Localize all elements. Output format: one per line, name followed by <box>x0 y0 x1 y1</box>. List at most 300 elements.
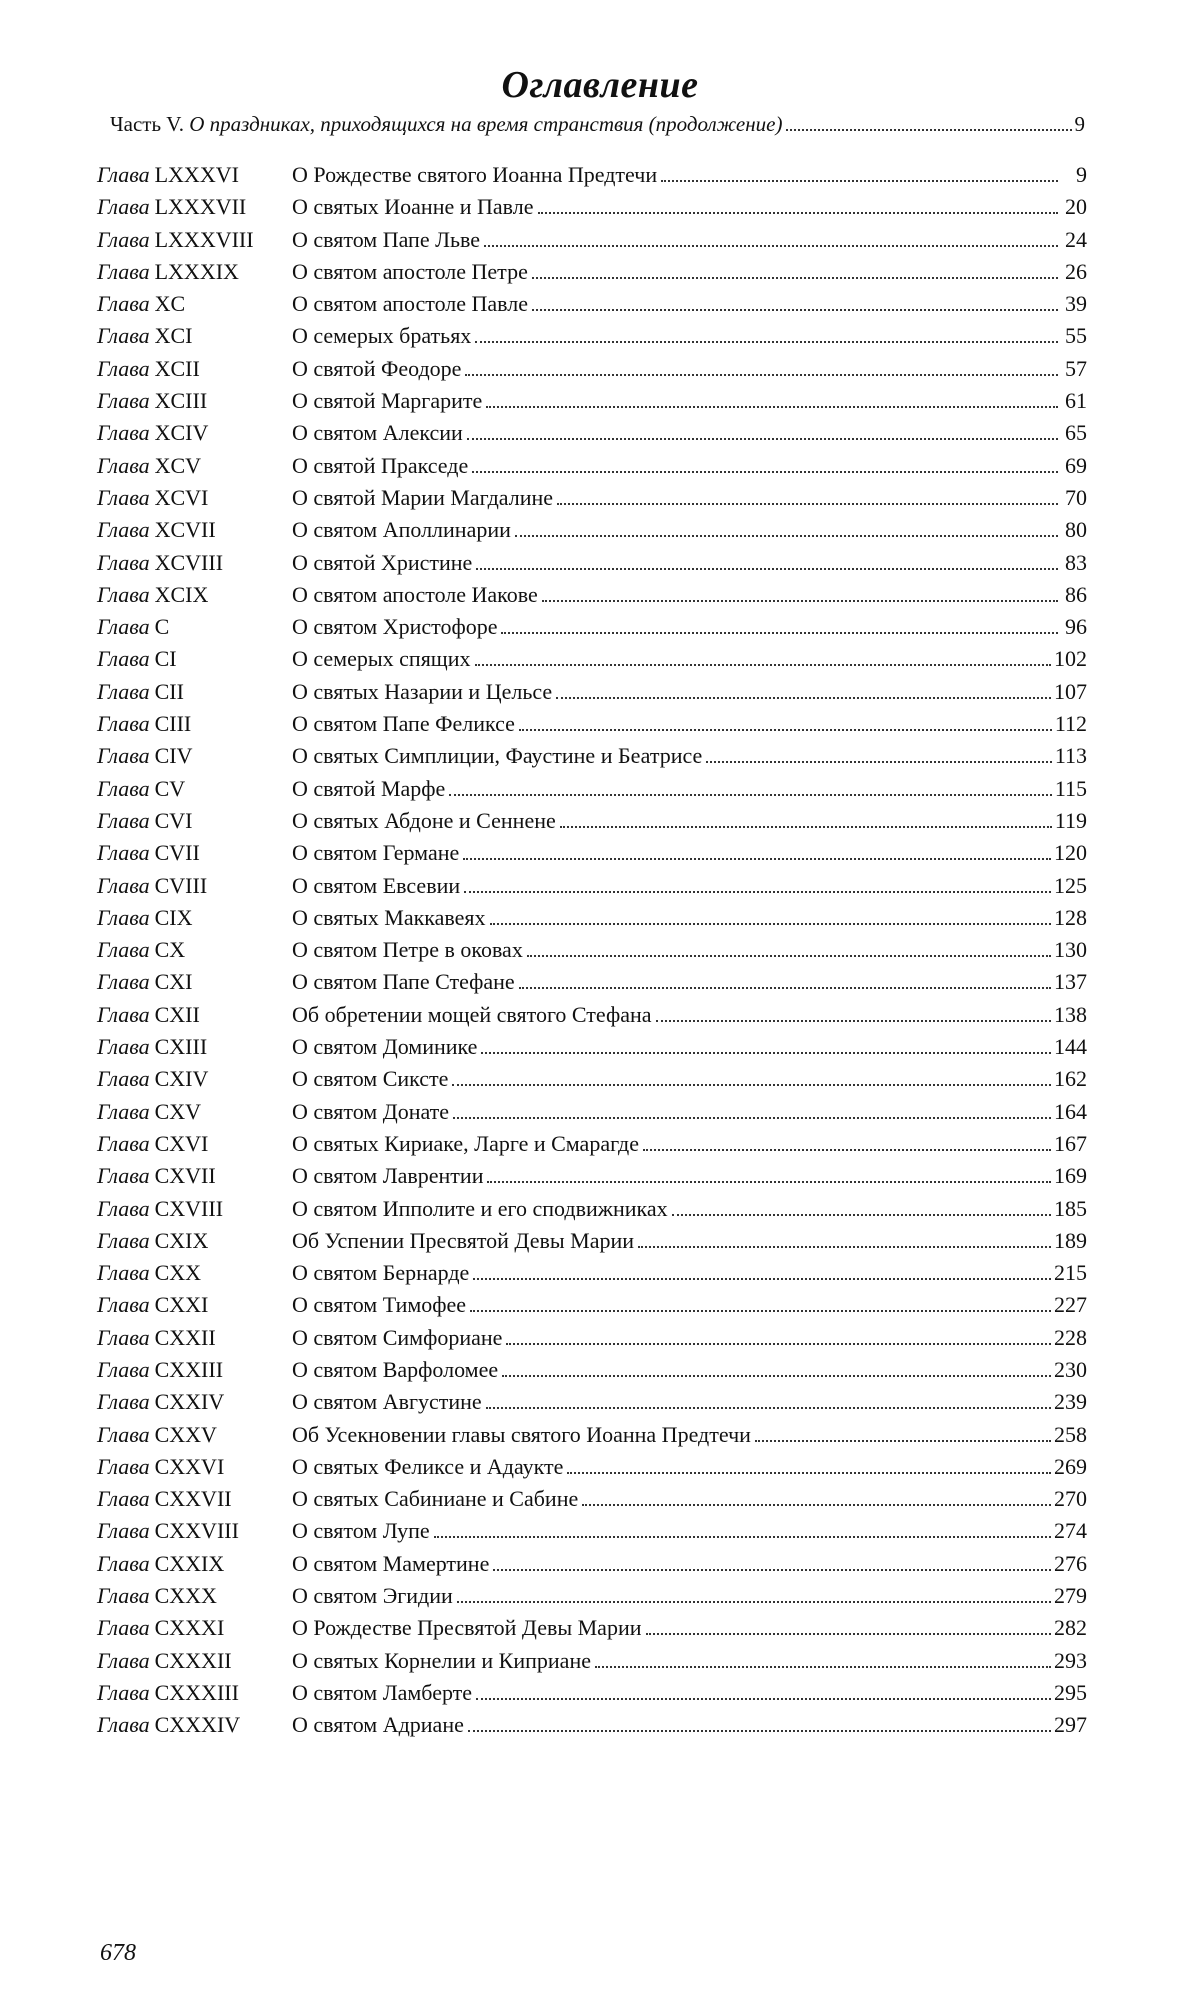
dot-leader <box>473 1278 1051 1280</box>
page-number: 269 <box>1054 1453 1087 1479</box>
chapter-label <box>97 808 292 834</box>
toc-entry[interactable] <box>97 905 1087 937</box>
chapter-title: О святой Маргарите <box>292 388 483 414</box>
chapter-label <box>97 905 292 931</box>
toc-entry[interactable] <box>97 323 1087 355</box>
toc-entry[interactable] <box>97 743 1087 775</box>
chapter-label <box>97 1454 292 1480</box>
page-number: 80 <box>1065 517 1087 543</box>
chapter-word: Глава <box>97 452 150 478</box>
toc-entry[interactable] <box>97 453 1087 485</box>
chapter-label <box>97 582 292 608</box>
chapter-numeral: CXII <box>154 1001 200 1027</box>
chapter-word: Глава <box>97 1679 150 1705</box>
dot-leader <box>490 923 1051 925</box>
chapter-word: Глава <box>97 484 150 510</box>
page-number: 293 <box>1054 1647 1087 1673</box>
toc-entry[interactable] <box>97 1422 1087 1454</box>
page-number: 70 <box>1065 484 1087 510</box>
chapter-title: О семерых спящих <box>292 646 471 672</box>
page-number: 276 <box>1054 1550 1087 1576</box>
chapter-numeral: XCIX <box>154 581 209 607</box>
toc-entry[interactable] <box>97 1034 1087 1066</box>
chapter-numeral: CX <box>154 937 186 963</box>
chapter-label <box>97 1196 292 1222</box>
part-heading[interactable] <box>110 112 1085 137</box>
page-number: 120 <box>1054 840 1087 866</box>
chapter-label <box>97 291 292 317</box>
chapter-title: О святом Ипполите и его сподвижниках <box>292 1195 668 1221</box>
chapter-title: О святых Кириаке, Ларге и Смарагде <box>292 1130 639 1156</box>
chapter-word: Глава <box>97 678 150 704</box>
page-number: 215 <box>1054 1260 1087 1286</box>
dot-leader <box>484 245 1058 247</box>
dot-leader <box>527 955 1051 957</box>
chapter-numeral: CXXIII <box>154 1356 224 1382</box>
dot-leader <box>434 1536 1051 1538</box>
page-number: 61 <box>1065 388 1087 414</box>
part-title: О праздниках, приходящихся на время странствия (продолжение) <box>189 112 783 136</box>
chapter-numeral: XCI <box>154 323 193 349</box>
toc-entry[interactable] <box>97 1680 1087 1712</box>
page-number: 167 <box>1054 1130 1087 1156</box>
page-number: 297 <box>1054 1712 1087 1738</box>
chapter-label <box>97 1389 292 1415</box>
chapter-label <box>97 1325 292 1351</box>
chapter-label <box>97 776 292 802</box>
chapter-title: О святом Германе <box>292 840 460 866</box>
chapter-word: Глава <box>97 969 150 995</box>
toc-entry[interactable] <box>97 711 1087 743</box>
chapter-numeral: CXXII <box>154 1324 216 1350</box>
chapter-label <box>97 420 292 446</box>
chapter-title: О святом Августине <box>292 1389 482 1415</box>
chapter-label <box>97 873 292 899</box>
toc-entry[interactable] <box>97 162 1087 194</box>
chapter-title: О святом апостоле Павле <box>292 291 529 317</box>
chapter-label <box>97 711 292 737</box>
chapter-title: О святых Симплиции, Фаустине и Беатрисе <box>292 743 703 769</box>
chapter-label <box>97 259 292 285</box>
chapter-numeral: LXXXVI <box>154 162 239 187</box>
chapter-word: Глава <box>97 1647 150 1673</box>
dot-leader <box>519 729 1052 731</box>
chapter-label <box>97 840 292 866</box>
toc-entry[interactable] <box>97 1196 1087 1228</box>
page-number: 295 <box>1054 1679 1087 1705</box>
dot-leader <box>475 664 1051 666</box>
chapter-title: О святых Абдоне и Сеннене <box>292 807 556 833</box>
chapter-label <box>97 646 292 672</box>
chapter-numeral: CVII <box>154 840 200 866</box>
page-number: 227 <box>1054 1292 1087 1318</box>
dot-leader <box>464 891 1051 893</box>
dot-leader <box>560 826 1052 828</box>
dot-leader <box>486 1407 1051 1409</box>
dot-leader <box>557 503 1058 505</box>
chapter-title: О святых Сабиниане и Сабине <box>292 1486 579 1512</box>
chapter-numeral: CXXX <box>154 1583 217 1609</box>
toc-entry[interactable] <box>97 550 1087 582</box>
chapter-title: О святом Папе Стефане <box>292 969 515 995</box>
chapter-numeral: CXXXII <box>154 1647 232 1673</box>
dot-leader <box>582 1504 1051 1506</box>
chapter-label <box>97 1357 292 1383</box>
chapter-numeral: CXXVII <box>154 1486 232 1512</box>
toc-entry[interactable] <box>97 1228 1087 1260</box>
chapter-numeral: CIII <box>154 711 192 737</box>
chapter-numeral: CXXXI <box>154 1615 225 1641</box>
chapter-numeral: LXXXVIII <box>154 226 254 252</box>
dot-leader <box>519 987 1051 989</box>
chapter-word: Глава <box>97 614 150 640</box>
page-number: 239 <box>1054 1389 1087 1415</box>
chapter-title: О святом Христофоре <box>292 614 498 640</box>
page-number: 228 <box>1054 1324 1087 1350</box>
chapter-label <box>97 388 292 414</box>
chapter-numeral: CIX <box>154 904 193 930</box>
page-number: 138 <box>1054 1001 1087 1027</box>
dot-leader <box>457 1601 1051 1603</box>
toc-entry[interactable] <box>97 1066 1087 1098</box>
chapter-numeral: XCVII <box>154 517 216 543</box>
chapter-word: Глава <box>97 226 150 252</box>
chapter-word: Глава <box>97 581 150 607</box>
chapter-numeral: CXXV <box>154 1421 217 1447</box>
chapter-label <box>97 162 292 188</box>
chapter-label <box>97 1422 292 1448</box>
chapter-title: О святом Папе Феликсе <box>292 711 515 737</box>
page-number: 128 <box>1054 904 1087 930</box>
dot-leader <box>595 1666 1051 1668</box>
dot-leader <box>567 1472 1051 1474</box>
page-number: 258 <box>1054 1421 1087 1447</box>
chapter-word: Глава <box>97 1163 150 1189</box>
toc-entry[interactable] <box>97 1583 1087 1615</box>
chapter-title: О святом Папе Льве <box>292 226 481 252</box>
chapter-word: Глава <box>97 1712 150 1738</box>
chapter-numeral: CI <box>154 646 177 672</box>
chapter-title: О святом Лупе <box>292 1518 430 1544</box>
dot-leader <box>646 1633 1052 1635</box>
chapter-word: Глава <box>97 1615 150 1641</box>
page-number: 24 <box>1065 226 1087 252</box>
dot-leader <box>502 1375 1051 1377</box>
toc-entry[interactable] <box>97 1357 1087 1389</box>
toc-entry[interactable] <box>97 1615 1087 1647</box>
chapter-title: О семерых братьях <box>292 323 472 349</box>
dot-leader <box>493 1569 1051 1571</box>
chapter-word: Глава <box>97 1324 150 1350</box>
chapter-numeral: XCIII <box>154 388 208 414</box>
toc-entry[interactable] <box>97 1712 1087 1744</box>
chapter-word: Глава <box>97 646 150 672</box>
chapter-numeral: CXVI <box>154 1130 209 1156</box>
chapter-word: Глава <box>97 1583 150 1609</box>
toc-entry[interactable] <box>97 1325 1087 1357</box>
chapter-title: Об Усекновении главы святого Иоанна Предтечи <box>292 1421 751 1447</box>
page-number: 189 <box>1054 1227 1087 1253</box>
toc-entry[interactable] <box>97 227 1087 259</box>
chapter-word: Глава <box>97 1486 150 1512</box>
chapter-title: О святом Лаврентии <box>292 1163 484 1189</box>
page-number: 20 <box>1065 194 1087 220</box>
toc-entry[interactable] <box>97 194 1087 226</box>
page-number: 107 <box>1054 678 1087 704</box>
chapter-title: О святых Феликсе и Адаукте <box>292 1453 564 1479</box>
chapter-numeral: CV <box>154 775 186 801</box>
chapter-numeral: CXXVIII <box>154 1518 239 1544</box>
page-number: 230 <box>1054 1356 1087 1382</box>
chapter-title: О святом Ламберте <box>292 1679 473 1705</box>
dot-leader <box>706 761 1052 763</box>
chapter-word: Глава <box>97 323 150 349</box>
dot-leader <box>476 1698 1051 1700</box>
chapter-numeral: CXVII <box>154 1163 216 1189</box>
chapter-word: Глава <box>97 291 150 317</box>
page-number: 113 <box>1054 743 1087 769</box>
chapter-label <box>97 1551 292 1577</box>
page-number: 119 <box>1054 807 1087 833</box>
chapter-word: Глава <box>97 1453 150 1479</box>
toc-entry[interactable] <box>97 388 1087 420</box>
chapter-label <box>97 517 292 543</box>
chapter-numeral: CXX <box>154 1260 202 1286</box>
chapter-title: О Рождестве святого Иоанна Предтечи <box>292 162 658 187</box>
chapter-label <box>97 356 292 382</box>
chapter-label <box>97 937 292 963</box>
chapter-numeral: XCII <box>154 355 200 381</box>
dot-leader <box>506 1343 1051 1345</box>
chapter-title: О святом апостоле Иакове <box>292 581 538 607</box>
chapter-title: О святом Бернарде <box>292 1260 470 1286</box>
page-number: 169 <box>1054 1163 1087 1189</box>
dot-leader <box>638 1246 1051 1248</box>
chapter-label <box>97 550 292 576</box>
toc-entry[interactable] <box>97 291 1087 323</box>
chapter-label <box>97 1680 292 1706</box>
page-number: 130 <box>1054 937 1087 963</box>
chapter-word: Глава <box>97 904 150 930</box>
chapter-label <box>97 323 292 349</box>
chapter-numeral: XCVI <box>154 484 209 510</box>
dot-leader <box>472 471 1058 473</box>
toc-entry[interactable] <box>97 840 1087 872</box>
chapter-numeral: CXIX <box>154 1227 209 1253</box>
toc-entry[interactable] <box>97 1551 1087 1583</box>
toc-entry[interactable] <box>97 1518 1087 1550</box>
page-folio: 678 <box>100 1940 136 1966</box>
chapter-word: Глава <box>97 1034 150 1060</box>
dot-leader <box>470 1310 1051 1312</box>
dot-leader <box>515 535 1058 537</box>
toc-entry[interactable] <box>97 1131 1087 1163</box>
chapter-word: Глава <box>97 1356 150 1382</box>
chapter-title: О святом Аполлинарии <box>292 517 511 543</box>
chapter-label <box>97 679 292 705</box>
dot-leader <box>501 632 1058 634</box>
dot-leader <box>463 858 1051 860</box>
chapter-title: О святом Донате <box>292 1098 450 1124</box>
chapter-title: О святом Доминике <box>292 1034 478 1060</box>
chapter-label <box>97 1002 292 1028</box>
page-number: 112 <box>1054 711 1087 737</box>
toc-entry[interactable] <box>97 259 1087 291</box>
chapter-numeral: CII <box>154 678 184 704</box>
dot-leader <box>487 1181 1051 1183</box>
toc-entry[interactable] <box>97 1260 1087 1292</box>
chapter-label <box>97 1260 292 1286</box>
chapter-label <box>97 743 292 769</box>
dot-leader <box>476 568 1058 570</box>
dot-leader <box>481 1052 1051 1054</box>
chapter-label <box>97 1292 292 1318</box>
chapter-title: О святых Корнелии и Киприане <box>292 1647 591 1673</box>
chapter-title: О святой Марфе <box>292 775 446 801</box>
toc-entry[interactable] <box>97 1292 1087 1324</box>
page-number: 102 <box>1054 646 1087 672</box>
toc-entry[interactable] <box>97 1486 1087 1518</box>
chapter-word: Глава <box>97 872 150 898</box>
page-number: 282 <box>1054 1615 1087 1641</box>
toc-entry[interactable] <box>97 646 1087 678</box>
chapter-word: Глава <box>97 549 150 575</box>
page-number: 26 <box>1065 258 1087 284</box>
toc-entry[interactable] <box>97 1389 1087 1421</box>
page-number: 115 <box>1054 775 1087 801</box>
toc-entry[interactable] <box>97 582 1087 614</box>
chapter-title: О святом Симфориане <box>292 1324 503 1350</box>
page-number: 164 <box>1054 1098 1087 1124</box>
chapter-word: Глава <box>97 1550 150 1576</box>
chapter-numeral: CVIII <box>154 872 208 898</box>
chapter-label <box>97 614 292 640</box>
chapter-word: Глава <box>97 1130 150 1156</box>
page-number: 125 <box>1054 872 1087 898</box>
page-title: Оглавление <box>501 64 699 107</box>
chapter-word: Глава <box>97 1227 150 1253</box>
chapter-word: Глава <box>97 1001 150 1027</box>
chapter-numeral: CXXI <box>154 1292 209 1318</box>
chapter-label <box>97 969 292 995</box>
chapter-label <box>97 1518 292 1544</box>
dot-leader <box>486 406 1058 408</box>
chapter-title: О святом Варфоломее <box>292 1356 499 1382</box>
chapter-word: Глава <box>97 775 150 801</box>
chapter-label <box>97 1034 292 1060</box>
toc-entry[interactable] <box>97 808 1087 840</box>
chapter-title: О святом Сиксте <box>292 1066 449 1092</box>
chapter-word: Глава <box>97 1421 150 1447</box>
toc-entry[interactable] <box>97 679 1087 711</box>
page-number: 144 <box>1054 1034 1087 1060</box>
chapter-numeral: C <box>154 614 170 640</box>
toc-entry[interactable] <box>97 420 1087 452</box>
chapter-word: Глава <box>97 1066 150 1092</box>
toc-entry[interactable] <box>97 937 1087 969</box>
toc-entry[interactable] <box>97 873 1087 905</box>
chapter-title: О святой Феодоре <box>292 355 462 381</box>
chapter-numeral: CXXXIII <box>154 1679 239 1705</box>
chapter-word: Глава <box>97 1389 150 1415</box>
chapter-word: Глава <box>97 420 150 446</box>
toc-entry[interactable] <box>97 517 1087 549</box>
chapter-title: О святом Евсевии <box>292 872 461 898</box>
chapter-label <box>97 194 292 220</box>
chapter-numeral: CXXIV <box>154 1389 225 1415</box>
chapter-word: Глава <box>97 194 150 220</box>
chapter-word: Глава <box>97 743 150 769</box>
dot-leader <box>643 1149 1051 1151</box>
dot-leader <box>672 1214 1051 1216</box>
chapter-numeral: CXXIX <box>154 1550 225 1576</box>
dot-leader <box>542 600 1058 602</box>
dot-leader <box>656 1020 1051 1022</box>
chapter-word: Глава <box>97 1260 150 1286</box>
toc-entry[interactable] <box>97 969 1087 1001</box>
dot-leader <box>755 1440 1051 1442</box>
page-number: 65 <box>1065 420 1087 446</box>
toc-entry[interactable] <box>97 1002 1087 1034</box>
chapter-word: Глава <box>97 258 150 284</box>
chapter-numeral: CIV <box>154 743 193 769</box>
chapter-label <box>97 1066 292 1092</box>
dot-leader <box>468 1730 1051 1732</box>
chapter-title: О святых Назарии и Цельсе <box>292 678 553 704</box>
dot-leader <box>661 180 1058 182</box>
toc-entry[interactable] <box>97 614 1087 646</box>
toc-entry[interactable] <box>97 1648 1087 1680</box>
chapter-numeral: CXXXIV <box>154 1712 241 1738</box>
chapter-title: О святом Алексии <box>292 420 463 446</box>
page-number: 185 <box>1054 1195 1087 1221</box>
page-number: 83 <box>1065 549 1087 575</box>
chapter-title: О святом Тимофее <box>292 1292 467 1318</box>
chapter-numeral: CXVIII <box>154 1195 224 1221</box>
page-number: 270 <box>1054 1486 1087 1512</box>
chapter-title: Об Успении Пресвятой Девы Марии <box>292 1227 634 1253</box>
dot-leader <box>453 1117 1051 1119</box>
page-number: 69 <box>1065 452 1087 478</box>
chapter-word: Глава <box>97 711 150 737</box>
chapter-title: О святом апостоле Петре <box>292 258 528 284</box>
chapter-title: О святых Иоанне и Павле <box>292 194 534 220</box>
toc-entry[interactable] <box>97 356 1087 388</box>
dot-leader <box>449 794 1052 796</box>
chapter-title: О святом Адриане <box>292 1712 464 1738</box>
dot-leader <box>467 438 1058 440</box>
chapter-title: О святом Петре в оковах <box>292 937 523 963</box>
toc-entry[interactable] <box>97 1099 1087 1131</box>
chapter-numeral: CVI <box>154 807 193 833</box>
chapter-numeral: XC <box>154 291 186 317</box>
chapter-label <box>97 1099 292 1125</box>
chapter-title: О святой Пракседе <box>292 452 469 478</box>
chapter-label <box>97 453 292 479</box>
toc-entry[interactable] <box>97 776 1087 808</box>
dot-leader <box>452 1084 1051 1086</box>
chapter-numeral: CXXVI <box>154 1453 225 1479</box>
toc-entry[interactable] <box>97 485 1087 517</box>
page-number: 55 <box>1065 323 1087 349</box>
table-of-contents <box>97 162 1087 1745</box>
toc-entry[interactable] <box>97 1454 1087 1486</box>
chapter-numeral: CXIII <box>154 1034 208 1060</box>
chapter-word: Глава <box>97 1292 150 1318</box>
dot-leader <box>538 212 1059 214</box>
chapter-title: Об обретении мощей святого Стефана <box>292 1001 652 1027</box>
toc-entry[interactable] <box>97 1163 1087 1195</box>
